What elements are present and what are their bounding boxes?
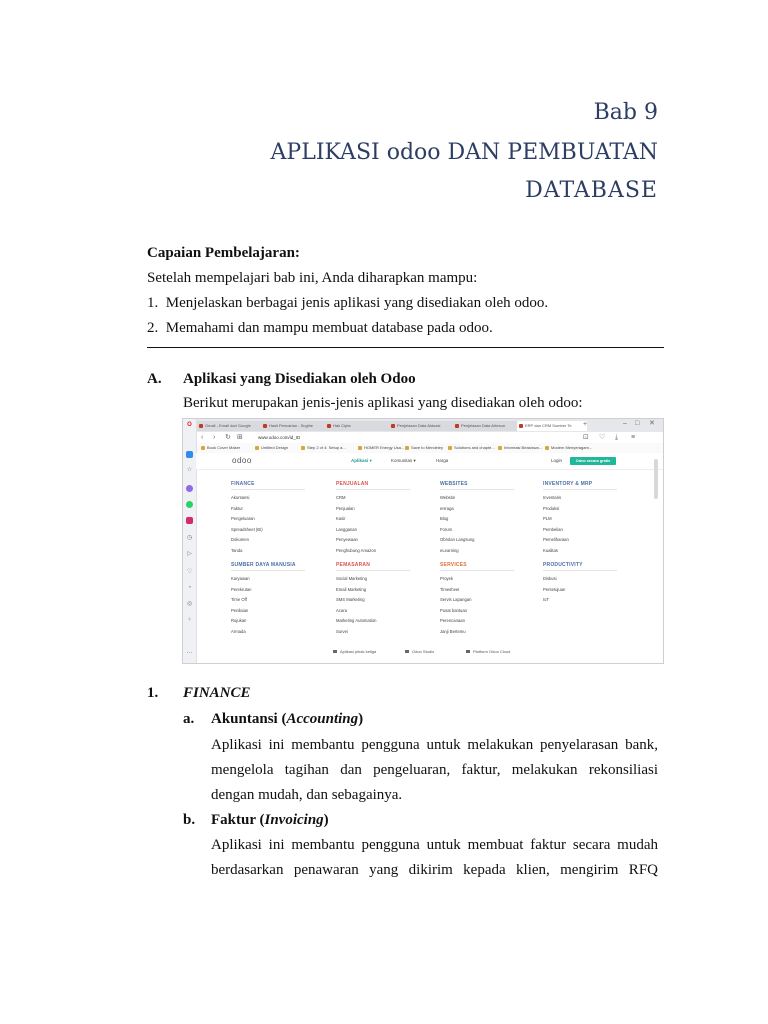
bookmark-item[interactable]: Informasi Beasiswa...	[498, 444, 542, 452]
app-link[interactable]: Produksi	[543, 505, 560, 511]
bookmark-item[interactable]: Step 2 of 4: Setup a...	[301, 444, 346, 452]
app-link[interactable]: Kualitas	[543, 547, 558, 553]
app-link[interactable]: Janji Bertemu	[440, 628, 466, 634]
app-link[interactable]: Karyawan	[231, 576, 250, 581]
app-link[interactable]: Perencanaan	[440, 618, 465, 623]
section-a-title: Aplikasi yang Disediakan oleh Odoo	[183, 371, 416, 387]
app-link[interactable]: Blog	[440, 516, 449, 521]
app-link[interactable]: Forum	[440, 526, 453, 532]
app-link[interactable]: eLearning	[440, 547, 459, 553]
bookmark-item[interactable]: HOMER Energy Usa...	[358, 444, 404, 452]
bookmark-item[interactable]: Solutions and chapte...	[448, 444, 495, 452]
learning-heading: Capaian Pembelajaran:	[147, 245, 300, 261]
app-category-divider	[231, 570, 305, 571]
app-link[interactable]: IoT	[543, 597, 550, 602]
section-a-label: A.	[147, 371, 162, 387]
app-category-title: PEMASARAN	[336, 562, 371, 568]
free-trial-button[interactable]: Odoo secara gratis	[570, 457, 616, 465]
browser-tab-bar	[183, 419, 663, 432]
extension-icon[interactable]: ⊡	[583, 434, 589, 441]
invoicing-name: Faktur	[211, 812, 256, 828]
app-link[interactable]: CRM	[336, 495, 346, 500]
footer-third-party[interactable]: Aplikasi pihak ketiga	[333, 649, 376, 654]
chapter-title-line2: DATABASE	[525, 178, 658, 203]
app-link[interactable]: Penghubung Amazon	[336, 547, 377, 553]
forward-icon[interactable]: ›	[213, 434, 216, 441]
learning-item-2-text: Memahami dan mampu membuat database pada odoo.	[165, 320, 493, 336]
invoicing-desc-line1: Aplikasi ini membantu pengguna untuk membuat faktur secara mudah	[211, 837, 658, 853]
download-icon[interactable]: ⤓	[615, 434, 619, 441]
learning-intro: Setelah mempelajari bab ini, Anda diharapkan mampu:	[147, 270, 478, 286]
accounting-desc-line1: Aplikasi ini membantu pengguna untuk melakukan penyelarasan bank,	[211, 737, 658, 753]
grid-icon[interactable]: ⊞	[237, 434, 243, 441]
subitem-b-label: b.	[183, 812, 196, 828]
invoicing-desc-line2: berdasarkan penawaran yang dikirim kepada klien, mengirim RFQ	[211, 862, 658, 878]
accounting-en: Accounting	[286, 711, 359, 727]
browser-tab[interactable]: Penjelasan Data Aktuasi	[389, 421, 459, 431]
app-category-title: FINANCE	[231, 481, 255, 487]
app-category-divider	[336, 570, 410, 571]
app-link[interactable]: Website	[440, 495, 456, 500]
app-link[interactable]: Tanda	[231, 547, 243, 553]
heart-icon[interactable]: ♡	[186, 569, 193, 575]
accounting-desc-line3: dengan mudah, dan sebagainya.	[211, 787, 403, 803]
browser-tab[interactable]: Hak Cipta	[325, 421, 395, 431]
invoicing-en: Invoicing	[264, 812, 324, 828]
app-link[interactable]: Langganan	[336, 526, 357, 532]
footer-cloud[interactable]: Platform Odoo Cloud	[466, 649, 510, 654]
app-link[interactable]: SMS Marketing	[336, 597, 365, 602]
app-link[interactable]: Rujukan	[231, 618, 247, 623]
clock-icon[interactable]: ◷	[186, 535, 193, 541]
maximize-icon[interactable]: □	[635, 420, 640, 427]
bookmark-item[interactable]: Modem Menyeragam...	[545, 444, 592, 452]
chapter-title-line1: APLIKASI odoo DAN PEMBUATAN	[270, 140, 658, 165]
app-category-divider	[543, 489, 617, 490]
subitem-a-label: a.	[183, 711, 195, 727]
opera-icon[interactable]: O	[187, 422, 192, 428]
app-link[interactable]: Penilaian	[231, 607, 249, 613]
app-link[interactable]: Armada	[231, 628, 246, 634]
app-link[interactable]: Obrolan Langsung	[440, 537, 475, 542]
app-link[interactable]: eHraga	[440, 505, 454, 511]
app-category-title: INVENTORY & MRP	[543, 481, 593, 487]
history-icon[interactable]: ◔	[187, 585, 192, 591]
bookmark-item[interactable]: Save to Mendeley	[405, 444, 443, 452]
app-category-title: WEBSITES	[440, 481, 468, 487]
app-link[interactable]: Kasir	[336, 516, 346, 521]
section-divider	[147, 347, 664, 348]
nav-apps[interactable]: Aplikasi ▾	[351, 458, 372, 463]
app-link[interactable]: Email Marketing	[336, 586, 367, 592]
app-category-divider	[543, 570, 617, 571]
app-link[interactable]: PLM	[543, 516, 552, 521]
learning-item-2	[147, 321, 493, 336]
instagram-icon[interactable]	[186, 517, 193, 524]
new-tab-icon[interactable]: +	[583, 421, 588, 428]
odoo-apps-screenshot	[182, 418, 664, 664]
learning-item-1	[147, 296, 548, 311]
app-link[interactable]: Marketing Automation	[336, 618, 377, 623]
whatsapp-icon[interactable]	[186, 501, 193, 508]
nav-community[interactable]: Komunitas ▾	[391, 458, 416, 463]
star-icon[interactable]: ☆	[186, 467, 193, 473]
app-link[interactable]: Pemeliharaan	[543, 537, 569, 542]
odoo-header	[196, 453, 663, 470]
app-link[interactable]: Timesheet	[440, 586, 460, 592]
app-link[interactable]: Time Off	[231, 597, 247, 602]
app-link[interactable]: Spreadsheet (BI)	[231, 526, 263, 532]
messenger-icon[interactable]	[186, 485, 193, 492]
accounting-name: Akuntansi	[211, 711, 278, 727]
app-link[interactable]: Pusat bantuan	[440, 607, 468, 613]
app-category-title: PENJUALAN	[336, 481, 369, 487]
app-link[interactable]: Pembelian	[543, 526, 563, 532]
app-link[interactable]: Proyek	[440, 576, 454, 581]
app-link[interactable]: Dokumen	[231, 537, 249, 542]
learning-item-1-text: Menjelaskan berbagai jenis aplikasi yang disediakan oleh odoo.	[165, 295, 549, 311]
app-link[interactable]: Inventaris	[543, 495, 562, 500]
learning-item-2-num: 2.	[147, 320, 159, 336]
app-link[interactable]: Pengeluaran	[231, 516, 255, 521]
more-icon[interactable]: …	[186, 649, 193, 655]
app-link[interactable]: Social Marketing	[336, 576, 367, 581]
scrollbar[interactable]	[654, 459, 658, 499]
app-category-title: SUMBER DAYA MANUSIA	[231, 562, 296, 568]
reload-icon[interactable]: ↻	[225, 434, 231, 441]
app-link[interactable]: Akuntansi	[231, 495, 250, 500]
play-icon[interactable]: ▷	[187, 551, 192, 557]
app-category-divider	[440, 489, 514, 490]
speed-dial-icon[interactable]	[186, 451, 193, 458]
nav-price[interactable]: Harga	[436, 458, 449, 463]
menu-icon[interactable]: ≡	[631, 434, 636, 441]
app-link[interactable]: Perekrutan	[231, 586, 252, 592]
app-category-title: SERVICES	[440, 562, 467, 568]
bookmark-item[interactable]: Untitled Design	[255, 444, 288, 452]
finance-num: 1.	[147, 685, 159, 701]
app-link[interactable]: Penjualan	[336, 505, 355, 511]
app-link[interactable]: Acara	[336, 607, 347, 613]
app-link[interactable]: Survei	[336, 628, 348, 634]
chapter-number: Bab 9	[593, 100, 658, 125]
accounting-desc-line2: mengelola tagihan dan pengeluaran, faktur, melakukan rekonsiliasi	[211, 762, 658, 778]
app-link[interactable]: Faktur	[231, 505, 243, 511]
close-icon[interactable]: ✕	[649, 420, 655, 427]
app-link[interactable]: Persetujuan	[543, 586, 566, 592]
app-link[interactable]: Diskusi	[543, 576, 557, 581]
bookmark-item[interactable]: Book Cover Maker	[201, 444, 240, 452]
learning-item-1-num: 1.	[147, 295, 159, 311]
heart-icon[interactable]: ♡	[599, 434, 606, 441]
settings-icon[interactable]: ◎	[186, 601, 193, 607]
app-category-divider	[440, 570, 514, 571]
bulb-icon[interactable]: ♀	[187, 617, 192, 623]
subitem-a-title: Akuntansi (Accounting)	[211, 711, 364, 727]
browser-tab[interactable]: Gmail - Email dari Google	[197, 421, 267, 431]
app-link[interactable]: Penyewaan	[336, 537, 358, 542]
browser-tab[interactable]: Penjelasan Data Artesun	[453, 421, 523, 431]
nav-login[interactable]: Login	[551, 458, 563, 463]
section-a-intro: Berikut merupakan jenis-jenis aplikasi yang disediakan oleh odoo:	[183, 395, 583, 411]
back-icon[interactable]: ‹	[201, 434, 204, 441]
subitem-b-title: Faktur (Invoicing)	[211, 812, 329, 828]
browser-tab-active[interactable]: ERP dan CRM Sumber Te	[517, 421, 587, 431]
minimize-icon[interactable]: –	[623, 420, 627, 427]
app-link[interactable]: Servis Lapangan	[440, 597, 472, 602]
app-category-divider	[336, 489, 410, 490]
browser-sidebar	[183, 419, 197, 663]
app-category-title: PRODUCTIVITY	[543, 562, 583, 568]
finance-title: FINANCE	[183, 685, 251, 701]
app-category-divider	[231, 489, 305, 490]
odoo-logo[interactable]: odoo	[232, 456, 252, 465]
browser-tab[interactable]: Hasil Pencarian - Sugihe	[261, 421, 331, 431]
url-field[interactable]: www.odoo.com/id_ID	[258, 435, 301, 440]
footer-studio[interactable]: Odoo Studio	[405, 649, 434, 654]
